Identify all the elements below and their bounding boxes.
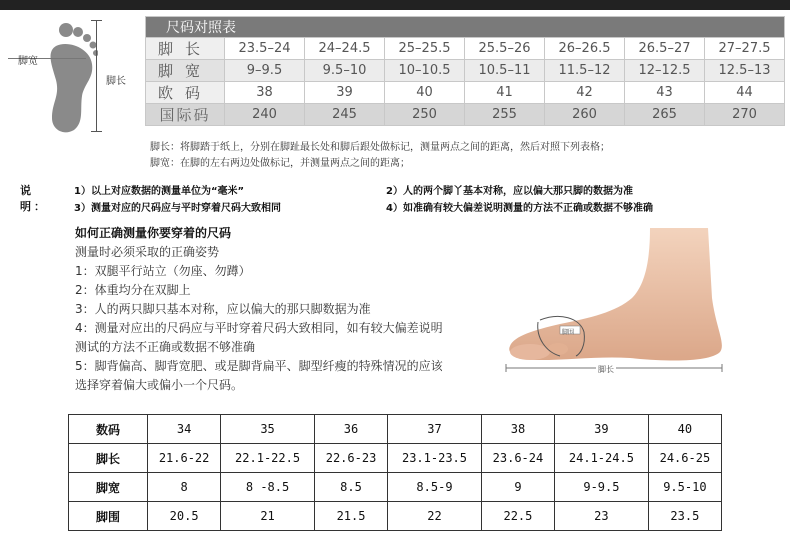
size-cell: 265 — [625, 104, 705, 126]
size-cell: 9–9.5 — [225, 60, 305, 82]
size-cell: 11.5–12 — [545, 60, 625, 82]
size-cell: 42 — [545, 82, 625, 104]
size-cell: 9 — [481, 473, 554, 502]
explanation-item: 4）如准确有较大偏差说明测量的方法不正确或数据不够准确 — [386, 203, 653, 214]
length-measure-line — [96, 20, 97, 132]
size-cell: 38 — [481, 415, 554, 444]
size-cell: 22.6-23 — [314, 444, 387, 473]
size-cell: 9.5–10 — [305, 60, 385, 82]
size-row — [69, 473, 722, 502]
size-cell: 25–25.5 — [385, 38, 465, 60]
size-cell: 44 — [705, 82, 785, 104]
howto-line: 1：双腿平行站立（勿座、勿蹲） — [75, 264, 251, 278]
size-cell: 255 — [465, 104, 545, 126]
size-cell: 36 — [314, 415, 387, 444]
size-cell: 20.5 — [148, 502, 221, 531]
size-cell: 21.5 — [314, 502, 387, 531]
explanation-item: 3）测量对应的尺码应与平时穿着尺码大致相同 — [74, 203, 281, 214]
size-cell: 24.6-25 — [648, 444, 721, 473]
size-row — [146, 82, 785, 104]
row-header: 脚长 — [69, 444, 148, 473]
size-cell: 8 — [148, 473, 221, 502]
size-cell: 35 — [221, 415, 315, 444]
explanation-item: 2）人的两个脚丫基本对称，应以偏大那只脚的数据为准 — [386, 186, 633, 197]
size-row — [69, 444, 722, 473]
foot-length-label-2: 脚长 — [598, 365, 614, 374]
size-cell: 245 — [305, 104, 385, 126]
howto-line: 测量时必须采取的正确姿势 — [75, 245, 220, 259]
size-cell: 37 — [388, 415, 482, 444]
size-cell: 25.5–26 — [465, 38, 545, 60]
size-chart-title: 尺码对照表 — [146, 17, 785, 38]
row-header: 欧码 — [146, 82, 225, 104]
row-header: 脚宽 — [69, 473, 148, 502]
size-cell: 12.5–13 — [705, 60, 785, 82]
size-cell: 27–27.5 — [705, 38, 785, 60]
size-cell: 40 — [385, 82, 465, 104]
size-row — [69, 502, 722, 531]
foot-length-label: 脚长 — [106, 76, 126, 87]
howto-line: 3：人的两只脚只基本对称，应以偏大的那只脚数据为准 — [75, 302, 371, 316]
size-cell: 22.5 — [481, 502, 554, 531]
note-line: 脚长：将脚踏于纸上，分别在脚趾最长处和脚后跟处做标记，测量两点之间的距离，然后对照下列表格； — [150, 142, 610, 153]
size-cell: 12–12.5 — [625, 60, 705, 82]
howto-line: 4：测量对应出的尺码应与平时穿着尺码大致相同，如有较大偏差说明 — [75, 321, 443, 335]
size-chart-table — [145, 16, 785, 126]
size-cell: 23.1-23.5 — [388, 444, 482, 473]
size-cell: 260 — [545, 104, 625, 126]
howto-line: 选择穿着偏大或偏小一个尺码。 — [75, 378, 244, 392]
explanation-label: 说 明： — [20, 184, 48, 213]
howto-line: 2：体重均分在双脚上 — [75, 283, 191, 297]
howto-title: 如何正确测量你要穿着的尺码 — [75, 226, 232, 240]
size-row — [146, 38, 785, 60]
size-cell: 23.5 — [648, 502, 721, 531]
size-cell: 21 — [221, 502, 315, 531]
size-cell: 26.5–27 — [625, 38, 705, 60]
size-cell: 34 — [148, 415, 221, 444]
size-cell: 8 -8.5 — [221, 473, 315, 502]
size-cell: 9.5-10 — [648, 473, 721, 502]
size-cell: 9-9.5 — [555, 473, 649, 502]
length-tick-top — [91, 20, 102, 21]
size-cell: 10–10.5 — [385, 60, 465, 82]
size-cell: 22.1-22.5 — [221, 444, 315, 473]
size-cell: 8.5 — [314, 473, 387, 502]
size-cell: 40 — [648, 415, 721, 444]
howto-line: 5：脚背偏高、脚背宽肥、或是脚背扁平、脚型纤瘦的特殊情况的应该 — [75, 359, 443, 373]
size-row — [146, 60, 785, 82]
row-header: 脚围 — [69, 502, 148, 531]
size-cell: 23.5–24 — [225, 38, 305, 60]
size-cell: 24–24.5 — [305, 38, 385, 60]
foot-side-view-icon — [500, 228, 730, 388]
size-cell: 39 — [555, 415, 649, 444]
size-cell: 10.5–11 — [465, 60, 545, 82]
size-cell: 43 — [625, 82, 705, 104]
size-cell: 23.6-24 — [481, 444, 554, 473]
top-bar — [0, 0, 790, 10]
size-cell: 22 — [388, 502, 482, 531]
howto-section — [75, 224, 443, 395]
length-tick-bottom — [91, 131, 102, 132]
howto-line: 测试的方法不正确或数据不够准确 — [75, 340, 256, 354]
note-line: 脚宽：在脚的左右两边处做标记，并测量两点之间的距离； — [150, 158, 410, 169]
size-cell: 21.6-22 — [148, 444, 221, 473]
foot-girth-label: 脚围 — [562, 329, 575, 336]
size-cell: 250 — [385, 104, 465, 126]
row-header: 脚长 — [146, 38, 225, 60]
row-header: 数码 — [69, 415, 148, 444]
size-chart-table-2 — [68, 414, 722, 531]
size-cell: 240 — [225, 104, 305, 126]
size-cell: 23 — [555, 502, 649, 531]
explanation-item: 1）以上对应数据的测量单位为“毫米” — [74, 186, 245, 197]
size-cell: 41 — [465, 82, 545, 104]
size-cell: 8.5-9 — [388, 473, 482, 502]
row-header: 国际码 — [146, 104, 225, 126]
row-header: 脚宽 — [146, 60, 225, 82]
size-cell: 270 — [705, 104, 785, 126]
foot-illustration — [500, 228, 730, 388]
size-row — [69, 415, 722, 444]
size-row — [146, 104, 785, 126]
size-cell: 26–26.5 — [545, 38, 625, 60]
footprint-icon — [38, 22, 98, 134]
size-cell: 39 — [305, 82, 385, 104]
size-cell: 38 — [225, 82, 305, 104]
measurement-notes — [150, 140, 610, 172]
foot-width-label: 脚宽 — [18, 56, 38, 67]
size-cell: 24.1-24.5 — [555, 444, 649, 473]
